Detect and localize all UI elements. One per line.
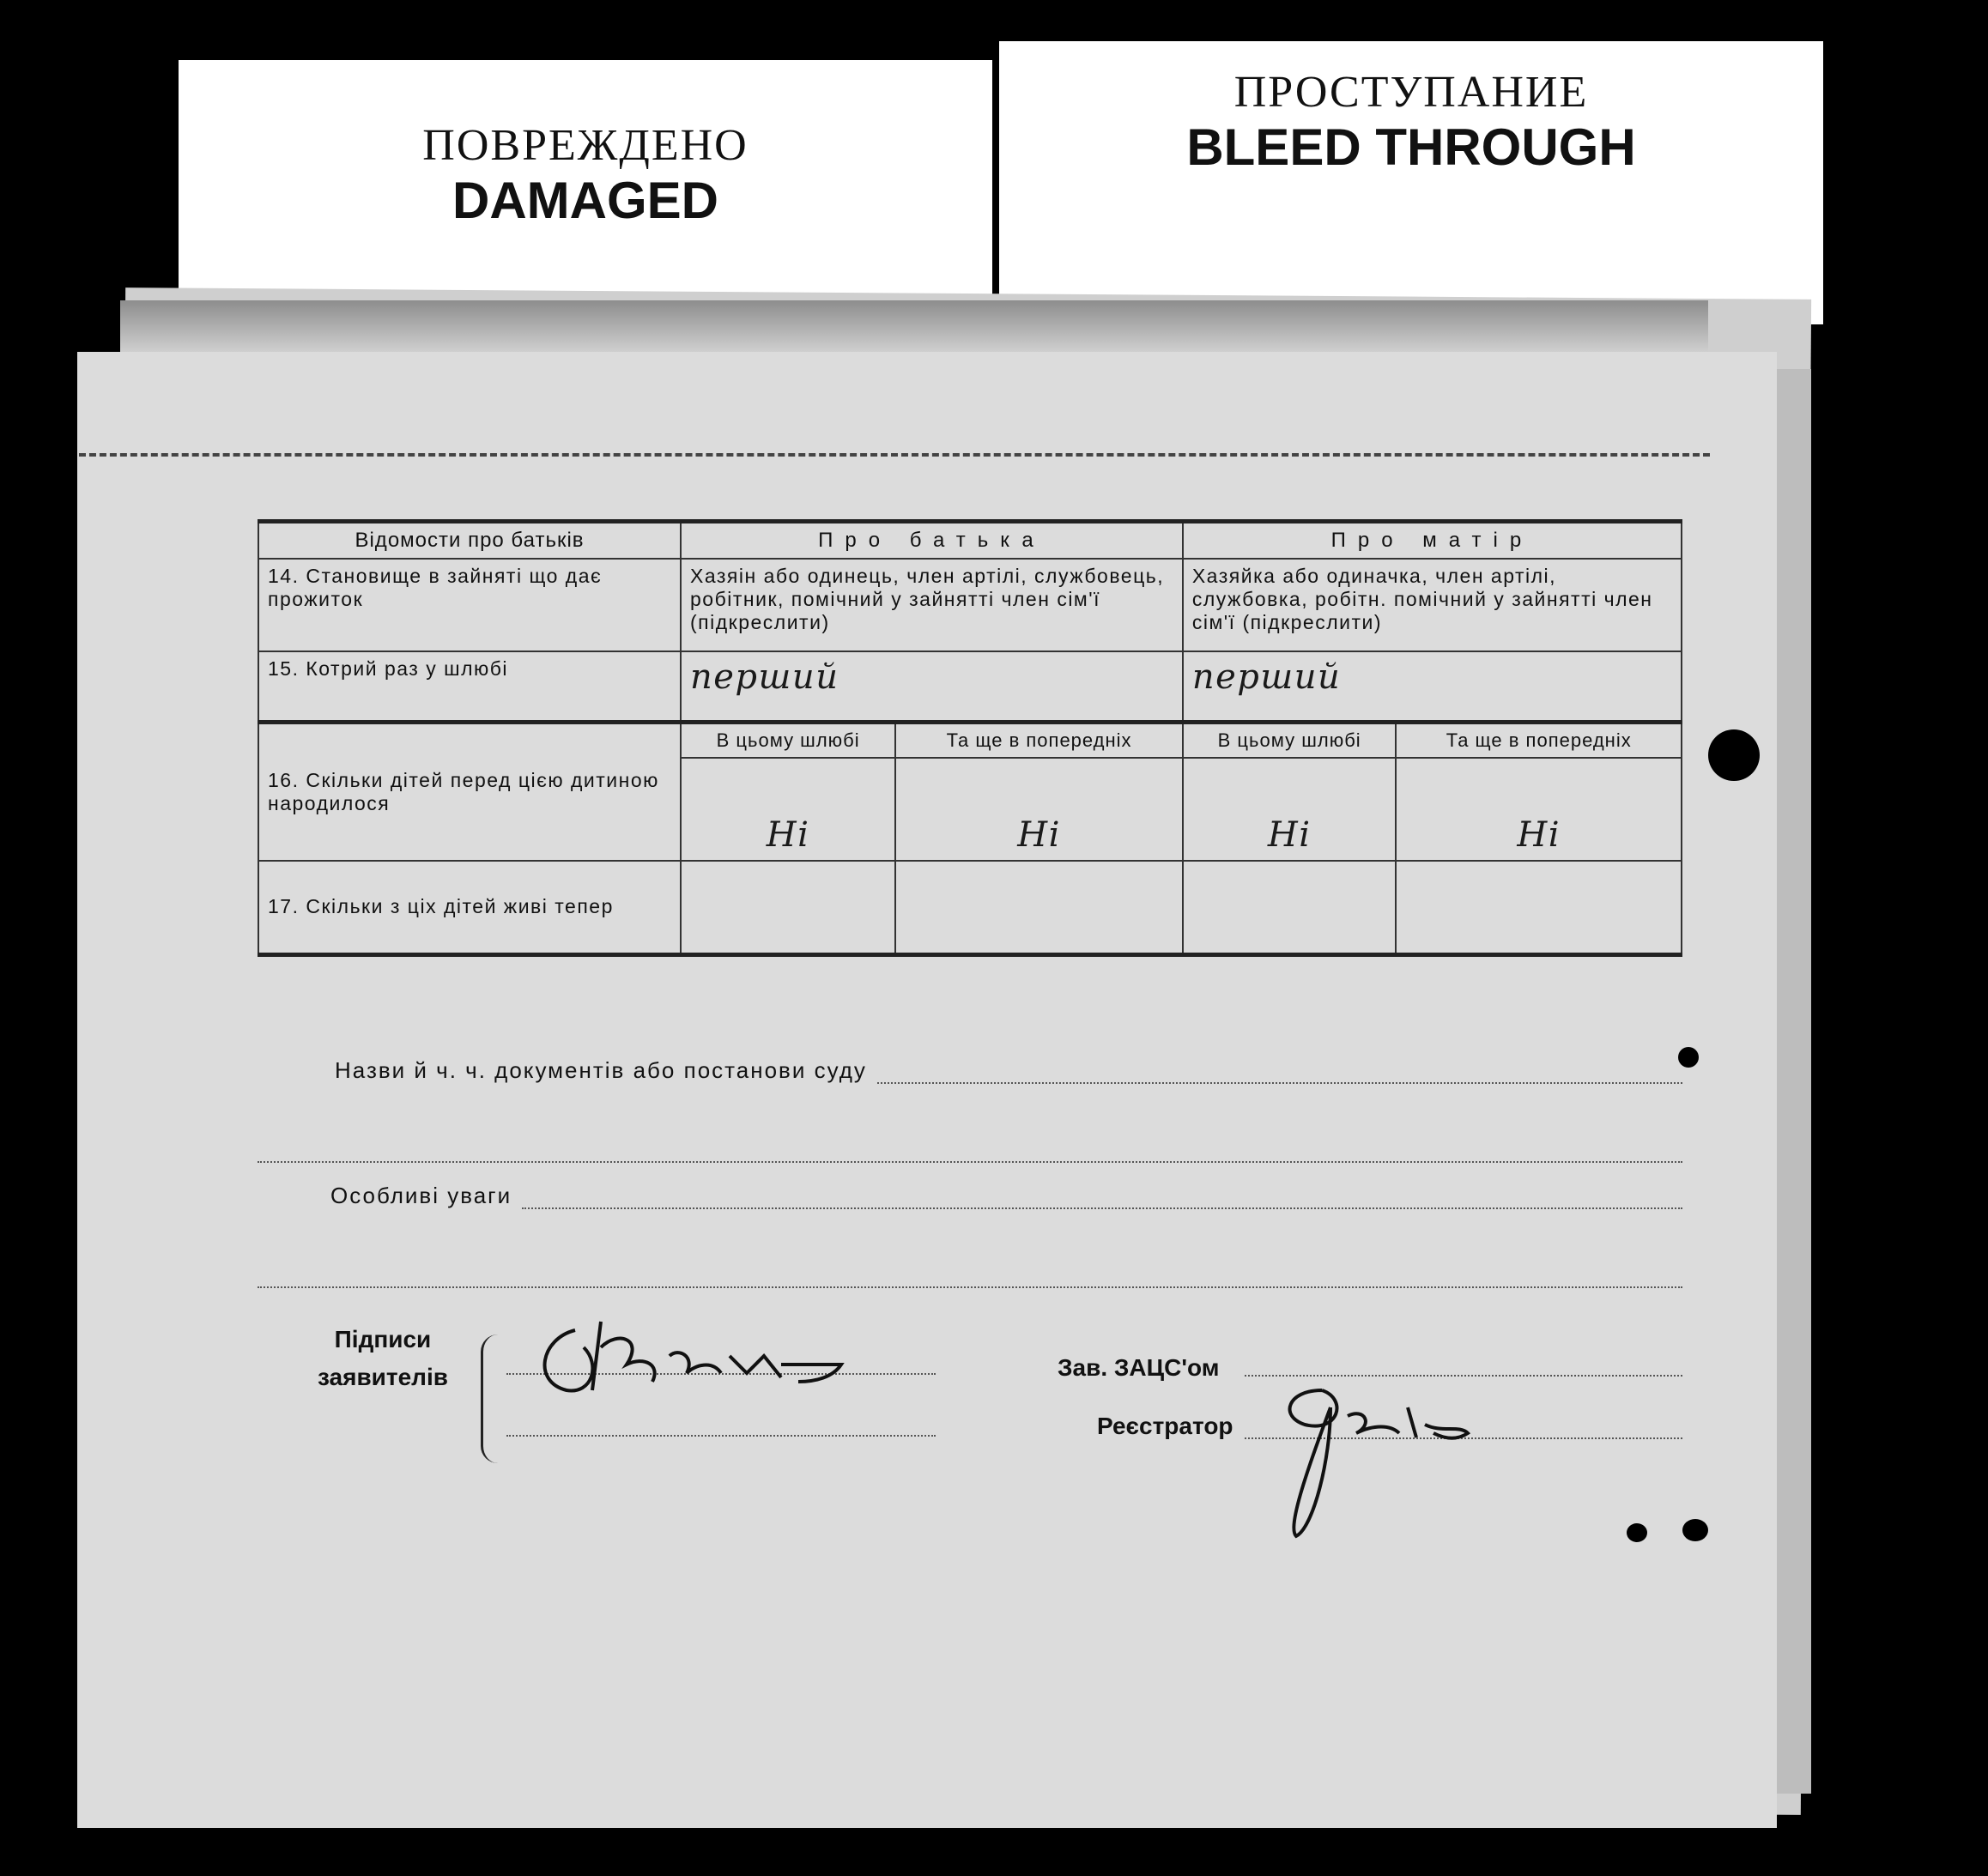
row-15-label — [258, 651, 681, 722]
subheader-father-previous: Та ще в попередніх — [895, 722, 1183, 758]
row-16-label — [258, 722, 681, 861]
perforation-line — [79, 453, 1710, 457]
remarks-section — [258, 1183, 1682, 1288]
subheader-father-this: В цьому шлюбі — [681, 722, 895, 758]
row-label-text: Скільки дітей перед цією дитиною народилося — [268, 768, 659, 814]
subheader-mother-previous: Та ще в попередніх — [1396, 722, 1682, 758]
row-number: 15. — [268, 657, 300, 680]
documents-section — [258, 1057, 1682, 1163]
damage-hole — [1708, 729, 1760, 781]
row-label-text: Становище в зайняті що дає прожиток — [268, 565, 603, 610]
row-17-father-previous — [895, 861, 1183, 955]
row-15-mother: перший — [1183, 651, 1682, 722]
row-17-father-this — [681, 861, 895, 955]
applicants-label-2: заявителів — [318, 1364, 448, 1390]
col-header-father: Про батька — [681, 522, 1183, 560]
row-16-father-this: Ні — [681, 758, 895, 861]
row-15-father: перший — [681, 651, 1183, 722]
row-16-mother-previous: Ні — [1396, 758, 1682, 861]
row-number: 14. — [268, 565, 300, 587]
damaged-label-card — [179, 60, 992, 309]
bleed-through-label-ru: ПРОСТУПАНИЕ — [1233, 68, 1589, 117]
row-16-father-previous: Ні — [895, 758, 1183, 861]
applicant-signature-line-2 — [506, 1435, 936, 1437]
documents-line-2 — [258, 1084, 1682, 1163]
row-number: 16. — [268, 768, 300, 791]
row-label-text: Котрий раз у шлюбі — [306, 657, 509, 680]
damaged-label-en: DAMAGED — [452, 172, 718, 229]
paper-shadow — [120, 300, 1708, 352]
damage-hole — [1627, 1523, 1647, 1542]
row-17-label — [258, 861, 681, 955]
row-label-text: Скільки з ціх дітей живі тепер — [306, 895, 614, 918]
documents-label: Назви й ч. ч. документів або постанови суду — [335, 1057, 867, 1083]
damage-hole — [1682, 1519, 1708, 1541]
row-16-mother-this: Ні — [1183, 758, 1397, 861]
subheader-mother-this: В цьому шлюбі — [1183, 722, 1397, 758]
registrar-signature — [1270, 1373, 1494, 1545]
row-number: 17. — [268, 895, 300, 918]
row-17-mother-previous — [1396, 861, 1682, 955]
bleed-through-label-en: BLEED THROUGH — [1186, 118, 1636, 176]
applicants-signature-block — [318, 1326, 448, 1391]
applicant-signature — [524, 1296, 884, 1433]
col-header-parents: Відомости про батьків — [258, 522, 681, 560]
remarks-label: Особливі уваги — [330, 1183, 512, 1208]
documents-line — [877, 1062, 1682, 1084]
col-header-mother: Про матір — [1183, 522, 1682, 560]
damaged-label-ru: ПОВРЕЖДЕНО — [422, 121, 749, 170]
bleed-through-label-card — [999, 41, 1823, 324]
applicants-label-1: Підписи — [334, 1326, 432, 1353]
remarks-line — [522, 1187, 1682, 1209]
row-14-father: Хазяін або одинець, член артілі, службовець, робітник, помічний у зайнятті член сім'ї (підкреслити) — [681, 559, 1183, 651]
head-label: Зав. ЗАЦС'ом — [1058, 1354, 1220, 1381]
row-14-mother: Хазяйка або одиначка, член артілі, службовка, робітн. помічний у зайнятті член сім'ї (підкреслити) — [1183, 559, 1682, 651]
brace — [481, 1334, 500, 1463]
row-17-mother-this — [1183, 861, 1397, 955]
parents-info-table — [258, 519, 1682, 957]
row-14-label — [258, 559, 681, 651]
remarks-line-2 — [258, 1209, 1682, 1288]
registrar-label: Реєстратор — [1097, 1413, 1233, 1439]
